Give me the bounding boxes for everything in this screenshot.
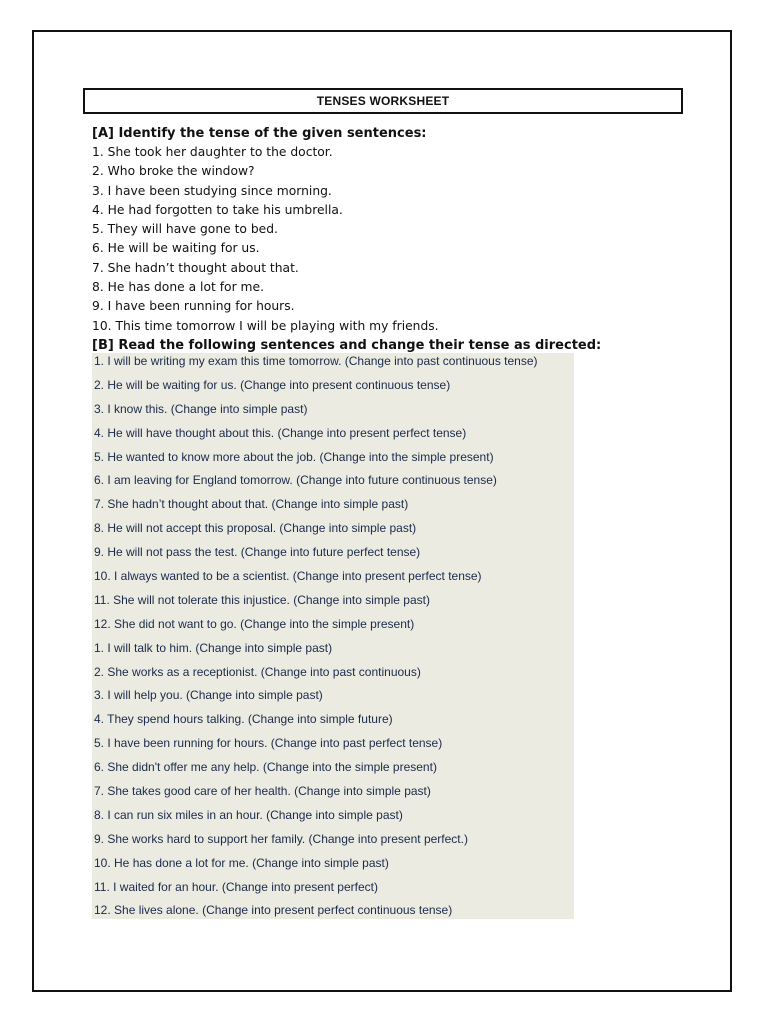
section-b-highlight-box xyxy=(92,353,574,919)
list-item: 12. She lives alone. (Change into present perfect continuous tense) xyxy=(94,903,453,918)
list-item: 10. I always wanted to be a scientist. (Change into present perfect tense) xyxy=(94,569,482,584)
list-item: 3. I know this. (Change into simple past) xyxy=(94,401,308,416)
list-item: 3. I will help you. (Change into simple past) xyxy=(94,688,323,703)
list-item: 4. He will have thought about this. (Change into present perfect tense) xyxy=(94,425,467,440)
list-item: 7. She hadn’t thought about that. (Change into simple past) xyxy=(94,497,409,512)
list-item: 2. Who broke the window? xyxy=(92,164,255,179)
list-item: 9. She works hard to support her family. (Change into present perfect.) xyxy=(94,831,468,846)
list-item: 2. She works as a receptionist. (Change into past continuous) xyxy=(94,664,421,679)
list-item: 8. He will not accept this proposal. (Change into simple past) xyxy=(94,521,417,536)
list-item: 9. He will not pass the test. (Change into future perfect tense) xyxy=(94,545,421,560)
list-item: 5. They will have gone to bed. xyxy=(92,222,278,237)
list-item: 1. She took her daughter to the doctor. xyxy=(92,145,333,159)
list-item: 5. He wanted to know more about the job. (Change into the simple present) xyxy=(94,449,494,464)
list-item: 8. I can run six miles in an hour. (Change into simple past) xyxy=(94,807,403,822)
list-item: 8. He has done a lot for me. xyxy=(92,280,264,295)
list-item: 11. She will not tolerate this injustice. (Change into simple past) xyxy=(94,592,430,607)
list-item: 1. I will talk to him. (Change into simple past) xyxy=(94,640,333,655)
list-item: 6. He will be waiting for us. xyxy=(92,241,260,256)
section-a xyxy=(92,124,592,336)
list-item: 6. I am leaving for England tomorrow. (Change into future continuous tense) xyxy=(94,473,497,488)
list-item: 3. I have been studying since morning. xyxy=(92,183,332,198)
list-item: 9. I have been running for hours. xyxy=(92,299,295,314)
list-item: 5. I have been running for hours. (Change into past perfect tense) xyxy=(94,736,443,751)
list-item: 12. She did not want to go. (Change into the simple present) xyxy=(94,616,415,631)
list-item: 11. I waited for an hour. (Change into present perfect) xyxy=(94,879,378,894)
list-item: 7. She hadn’t thought about that. xyxy=(92,260,299,275)
list-item: 2. He will be waiting for us. (Change into present continuous tense) xyxy=(94,377,451,392)
section-a-list xyxy=(92,143,592,336)
list-item: 10. This time tomorrow I will be playing with my friends. xyxy=(92,318,439,333)
worksheet-title xyxy=(83,88,683,114)
list-item: 10. He has done a lot for me. (Change into simple past) xyxy=(94,855,389,870)
list-item: 4. They spend hours talking. (Change into simple future) xyxy=(94,712,393,727)
list-item: 6. She didn't offer me any help. (Change into the simple present) xyxy=(94,760,437,775)
list-item: 7. She takes good care of her health. (Change into simple past) xyxy=(94,784,431,799)
section-b-heading: [B] Read the following sentences and change their tense as directed: xyxy=(92,338,602,353)
worksheet-title-text: TENSES WORKSHEET xyxy=(316,94,450,108)
list-item: 4. He had forgotten to take his umbrella. xyxy=(92,202,343,217)
section-b-list xyxy=(92,353,574,926)
section-a-heading: [A] Identify the tense of the given sentences: xyxy=(92,126,427,141)
list-item: 1. I will be writing my exam this time tomorrow. (Change into past continuous tense) xyxy=(94,354,538,368)
